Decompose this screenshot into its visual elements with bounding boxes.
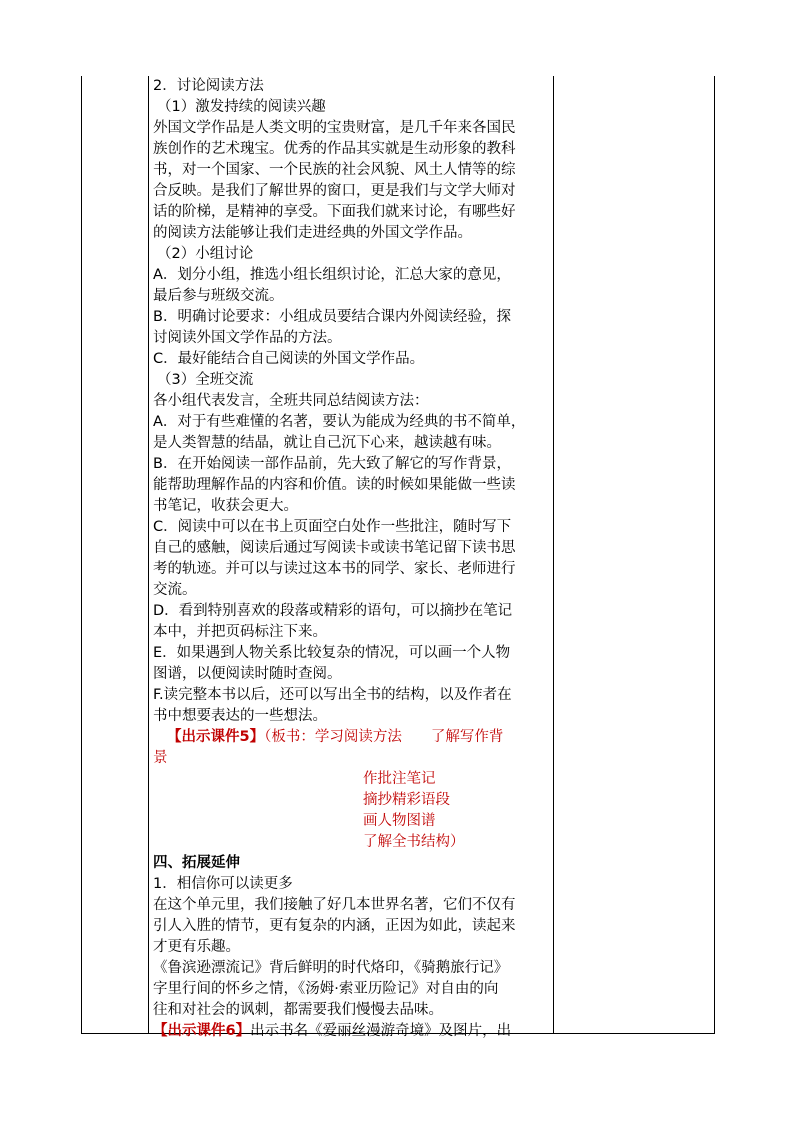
text-line: B．在开始阅读一部作品前，先大致了解它的写作背景， xyxy=(153,456,511,472)
subsection-title: 1．相信你可以读更多 xyxy=(153,876,293,892)
text-line: 书，对一个国家、一个民族的社会风貌、风土人情等的综 xyxy=(153,162,516,178)
text-line: C．阅读中可以在书上页面空白处作一些批注，随时写下 xyxy=(153,519,512,535)
text-line: 2．讨论阅读方法 xyxy=(153,78,264,94)
slide5-tag: 【出示课件5】 xyxy=(167,729,265,745)
text-line: B．明确讨论要求：小组成员要结合课内外阅读经验，探 xyxy=(153,309,511,325)
text-line: 外国文学作品是人类文明的宝贵财富，是几千年来各国民 xyxy=(153,120,516,136)
slide6-line xyxy=(153,1021,553,1042)
text-line: （1）激发持续的阅读兴趣 xyxy=(157,99,326,115)
text-line: 合反映。是我们了解世界的窗口，更是我们与文学大师对 xyxy=(153,183,516,199)
column-divider-2 xyxy=(553,76,554,1034)
text-line: 族创作的艺术瑰宝。优秀的作品其实就是生动形象的教科 xyxy=(153,141,516,157)
text-line: 能帮助理解作品的内容和价值。读的时候如果能做一些读 xyxy=(153,477,516,493)
text-line: 在这个单元里，我们接触了好几本世界名著，它们不仅有 xyxy=(153,897,516,913)
text-line: 自己的感触，阅读后通过写阅读卡或读书笔记留下读书思 xyxy=(153,540,516,556)
slide6-text: 出示书名《爱丽丝漫游奇境》及图片，出 xyxy=(250,1023,512,1039)
section-heading: 四、拓展延伸 xyxy=(153,855,240,871)
text-line: 是人类智慧的结晶，就让自己沉下心来，越读越有味。 xyxy=(153,435,501,451)
text-line: 交流。 xyxy=(153,582,197,598)
text-line: 引人入胜的情节，更有复杂的内涵，正因为如此，读起来 xyxy=(153,918,516,934)
text-line: 往和对社会的讽刺，都需要我们慢慢去品味。 xyxy=(153,1002,443,1018)
board-item: 了解全书结构） xyxy=(363,834,465,850)
text-line: 讨阅读外国文学作品的方法。 xyxy=(153,330,342,346)
slide5-line xyxy=(153,727,553,748)
text-line: A．划分小组，推选小组长组织讨论，汇总大家的意见， xyxy=(153,267,511,283)
table-right-border xyxy=(714,76,715,1034)
board-note: （板书：学习阅读方法 了解写作背 xyxy=(264,729,504,745)
lesson-content-cell xyxy=(153,76,553,1042)
text-line: E．如果遇到人物关系比较复杂的情况，可以画一个人物 xyxy=(153,645,511,661)
text-line: 话的阶梯，是精神的享受。下面我们就来讨论，有哪些好 xyxy=(153,204,516,220)
text-line: 最后参与班级交流。 xyxy=(153,288,284,304)
text-line: 考的轨迹。并可以与读过这本书的同学、家长、老师进行 xyxy=(153,561,516,577)
text-line: 本中，并把页码标注下来。 xyxy=(153,624,327,640)
board-note-cont: 景 xyxy=(153,750,168,766)
text-line: A．对于有些难懂的名著，要认为能成为经典的书不简单， xyxy=(153,414,526,430)
column-divider-1 xyxy=(148,76,149,1034)
text-line: D．看到特别喜欢的段落或精彩的语句，可以摘抄在笔记 xyxy=(153,603,513,619)
board-item: 作批注笔记 xyxy=(363,771,436,787)
text-line: 字里行间的怀乡之情，《汤姆·索亚历险记》对自由的向 xyxy=(153,981,499,997)
table-left-border xyxy=(81,76,82,1034)
text-line: 各小组代表发言，全班共同总结阅读方法： xyxy=(153,393,429,409)
text-line: 才更有乐趣。 xyxy=(153,939,240,955)
text-line: 书中想要表达的一些想法。 xyxy=(153,708,327,724)
text-line: （2）小组讨论 xyxy=(157,246,254,262)
text-line: F.读完整本书以后，还可以写出全书的结构，以及作者在 xyxy=(153,687,512,703)
text-line: 书笔记，收获会更大。 xyxy=(153,498,298,514)
text-line: C．最好能结合自己阅读的外国文学作品。 xyxy=(153,351,425,367)
text-line: 《鲁滨逊漂流记》背后鲜明的时代烙印，《骑鹅旅行记》 xyxy=(153,960,509,976)
board-item: 画人物图谱 xyxy=(363,813,436,829)
text-line: 图谱，以便阅读时随时查阅。 xyxy=(153,666,342,682)
slide6-tag: 【出示课件6】 xyxy=(153,1023,251,1039)
text-line: 的阅读方法能够让我们走进经典的外国文学作品。 xyxy=(153,225,472,241)
board-item: 摘抄精彩语段 xyxy=(363,792,450,808)
text-line: （3）全班交流 xyxy=(157,372,254,388)
